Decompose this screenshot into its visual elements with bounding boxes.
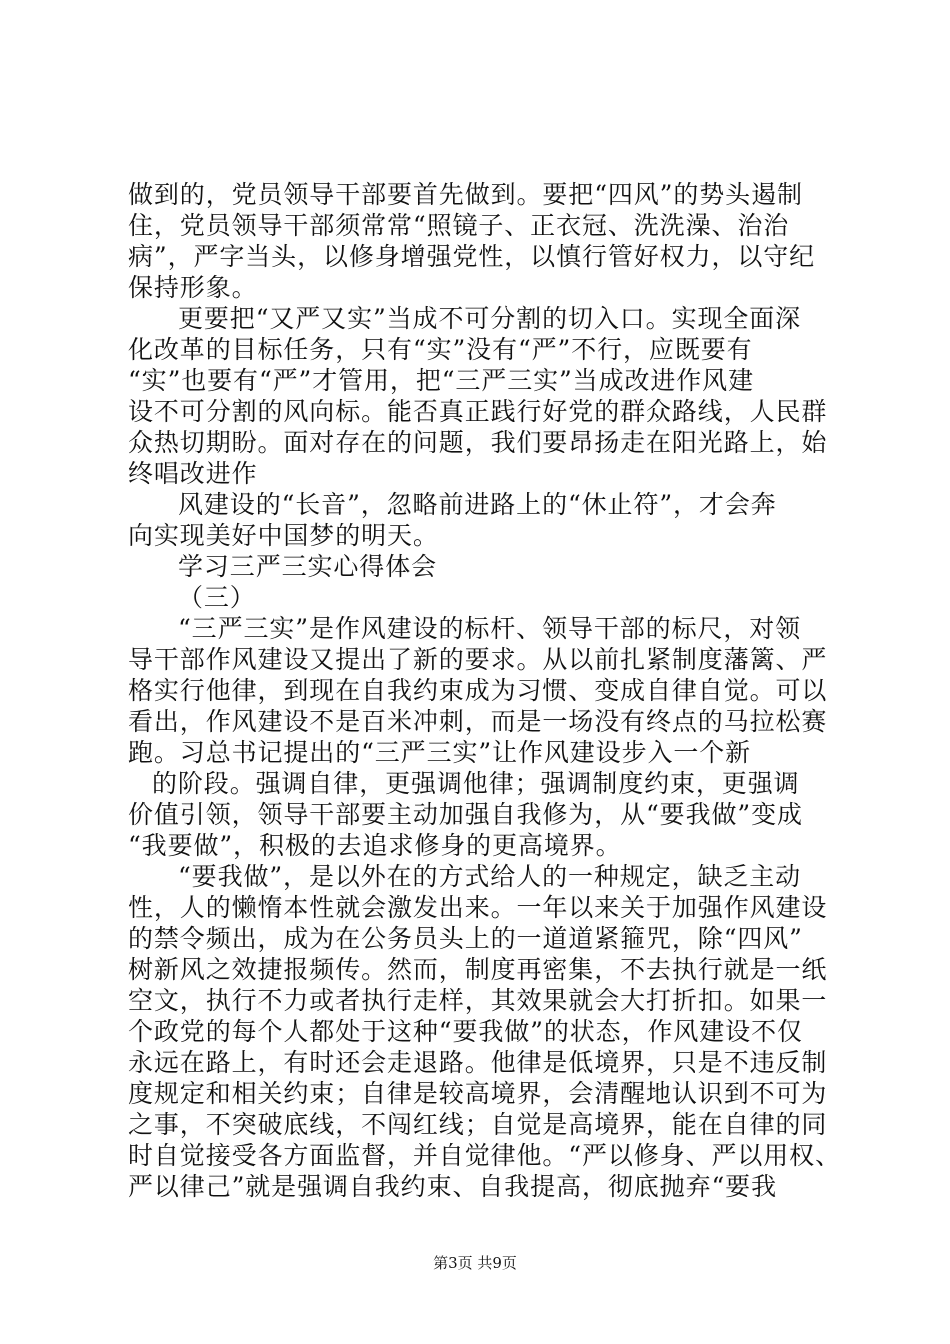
text-line: 设不可分割的风向标。能否真正践行好党的群众路线，人民群 [128,397,828,426]
text-line: 格实行他律，到现在自我约束成为习惯、变成自律自觉。可以 [128,676,828,705]
text-line: 的阶段。强调自律，更强调他律；强调制度约束，更强调 [152,769,800,798]
text-line: 向实现美好中国梦的明天。 [128,521,439,550]
text-line: 做到的，党员领导干部要首先做到。要把“四风”的势头遏制 [128,180,803,209]
paragraph-first-line: “要我做”，是以外在的方式给人的一种规定，缺乏主动 [178,862,802,891]
text-line: 住，党员领导干部须常常“照镜子、正衣冠、洗洗澡、治治 [128,211,790,240]
text-line: 众热切期盼。面对存在的问题，我们要昂扬走在阳光路上，始 [128,428,828,457]
text-line: “我要做”，积极的去追求修身的更高境界。 [128,831,622,860]
text-line: 严以律己”就是强调自我约束、自我提高，彻底抛弃“要我 [128,1172,777,1201]
text-line: 空文，执行不力或者执行走样，其效果就会大打折扣。如果一 [128,986,828,1015]
paragraph-first-line: “三严三实”是作风建设的标杆、领导干部的标尺，对领 [178,614,802,643]
paragraph-first-line: 风建设的“长音”，忽略前进路上的“休止符”，才会奔 [178,490,777,519]
text-line: 个政党的每个人都处于这种“要我做”的状态，作风建设不仅 [128,1017,803,1046]
page-number-footer: 第3页 共9页 [433,1254,517,1272]
text-line: 看出，作风建设不是百米冲刺，而是一场没有终点的马拉松赛 [128,707,828,736]
text-line: “实”也要有“严”才管用，把“三严三实”当成改进作风建 [128,366,754,395]
text-line: 价值引领，领导干部要主动加强自我修为，从“要我做”变成 [128,800,803,829]
text-line: 化改革的目标任务，只有“实”没有“严”不行，应既要有 [128,335,753,364]
text-line: 永远在路上，有时还会走退路。他律是低境界，只是不违反制 [128,1048,828,1077]
text-line: 性，人的懒惰本性就会激发出来。一年以来关于加强作风建设 [128,893,828,922]
text-line: 病”，严字当头，以修身增强党性，以慎行管好权力，以守纪 [128,242,816,271]
text-line: 跑。习总书记提出的“三严三实”让作风建设步入一个新 [128,738,752,767]
section-number: （三） [178,583,256,612]
text-line: 时自觉接受各方面监督，并自觉律他。“严以修身、严以用权、 [128,1141,841,1170]
text-line: 度规定和相关约束；自律是较高境界，会清醒地认识到不可为 [128,1079,828,1108]
text-line: 导干部作风建设又提出了新的要求。从以前扎紧制度藩篱、严 [128,645,828,674]
text-line: 终唱改进作 [128,459,258,488]
text-line: 保持形象。 [128,273,258,302]
section-title: 学习三严三实心得体会 [178,552,438,581]
text-line: 树新风之效捷报频传。然而，制度再密集，不去执行就是一纸 [128,955,828,984]
text-line: 的禁令频出，成为在公务员头上的一道道紧箍咒，除“四风” [128,924,803,953]
text-line: 之事，不突破底线，不闯红线；自觉是高境界，能在自律的同 [128,1110,828,1139]
paragraph-first-line: 更要把“又严又实”当成不可分割的切入口。实现全面深 [178,304,802,333]
